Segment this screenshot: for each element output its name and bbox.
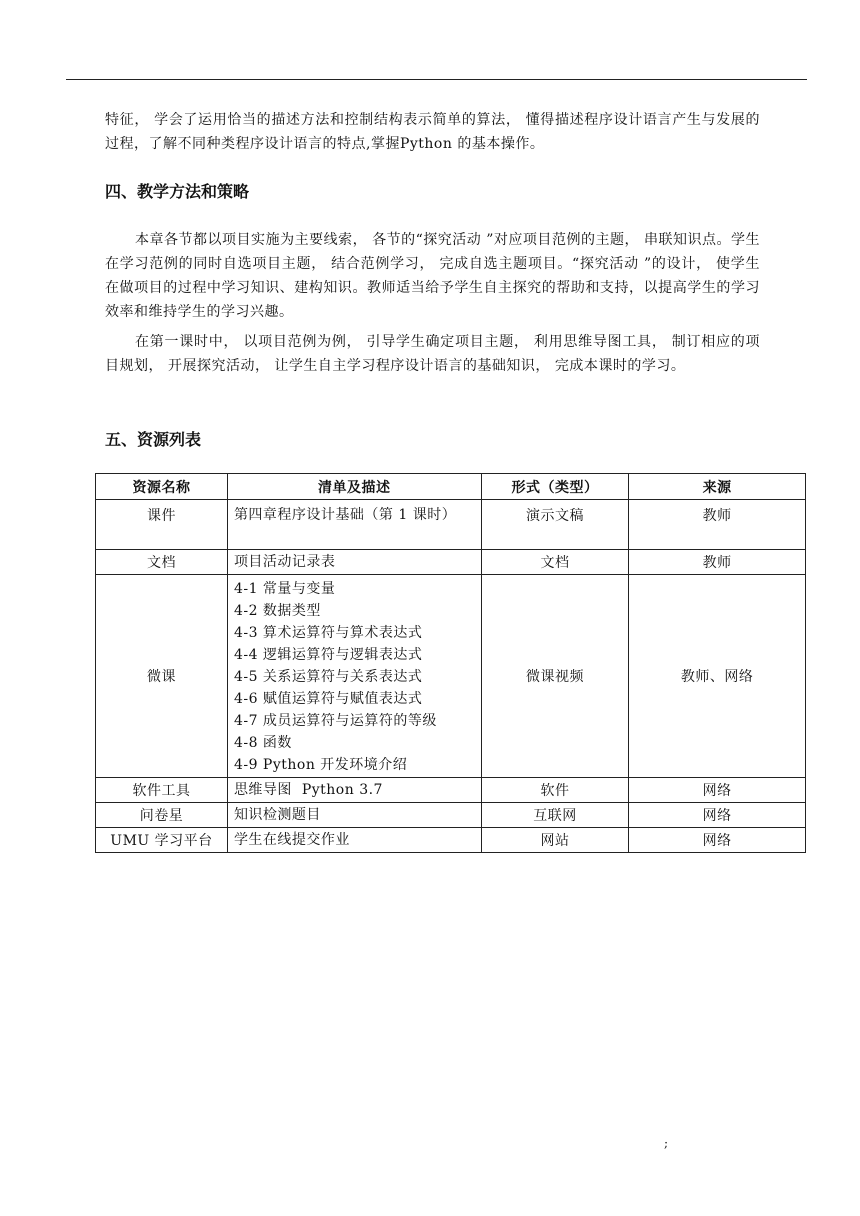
header-name: 资源名称 [96,474,228,500]
header-rule [66,79,807,80]
section-5-heading: 五、资源列表 [105,430,202,449]
micro-lesson-item: 4-4 逻辑运算符与逻辑表达式 [233,647,423,663]
resource-table [95,473,806,853]
micro-lesson-item: 4-5 关系运算符与关系表达式 [233,669,423,685]
footer-mark: ; [664,1136,669,1150]
cell-source: 网络 [629,803,806,828]
cell-desc: 知识检测题目 [227,803,481,828]
cell-desc-list [227,575,481,778]
cell-name: 问卷星 [96,803,228,828]
table-row [96,550,806,575]
table-row [96,778,806,803]
section-4-heading: 四、教学方法和策略 [105,182,250,201]
cell-desc: 第四章程序设计基础（第 1 课时） [227,500,481,550]
cell-type: 微课视频 [481,575,629,778]
micro-lesson-item: 4-8 函数 [233,735,292,751]
cell-desc: 思维导图 Python 3.7 [227,778,481,803]
micro-lesson-item: 4-1 常量与变量 [233,581,336,597]
cell-type: 演示文稿 [481,500,629,550]
micro-lesson-item: 4-2 数据类型 [233,603,321,619]
cell-name: UMU 学习平台 [96,828,228,853]
cell-name: 文档 [96,550,228,575]
header-type: 形式（类型） [481,474,629,500]
cell-source: 网络 [629,828,806,853]
table-row [96,828,806,853]
cell-name: 软件工具 [96,778,228,803]
cell-name: 微课 [96,575,228,778]
cell-source: 教师 [629,550,806,575]
cell-source: 教师、网络 [629,575,806,778]
cell-type: 文档 [481,550,629,575]
section-4-paragraph-2: 在第一课时中， 以项目范例为例， 引导学生确定项目主题， 利用思维导图工具， 制订相应的项目规划， 开展探究活动， 让学生自主学习程序设计语言的基础知识， 完成本课时的学习。 [105,334,760,374]
micro-lesson-item: 4-3 算术运算符与算术表达式 [233,625,423,641]
table-row [96,575,806,778]
cell-type: 互联网 [481,803,629,828]
micro-lesson-item: 4-9 Python 开发环境介绍 [233,757,408,773]
table-row [96,803,806,828]
cell-desc: 学生在线提交作业 [227,828,481,853]
micro-lesson-item: 4-7 成员运算符与运算符的等级 [233,713,437,729]
table-row [96,500,806,550]
cell-type: 软件 [481,778,629,803]
cell-source: 网络 [629,778,806,803]
cell-name: 课件 [96,500,228,550]
micro-lesson-item: 4-6 赋值运算符与赋值表达式 [233,691,423,707]
header-source: 来源 [629,474,806,500]
section-4-paragraph-1: 本章各节都以项目实施为主要线索， 各节的“探究活动 ”对应项目范例的主题， 串联知识点。学生在学习范例的同时自选项目主题， 结合范例学习， 完成自选主题项目。“探究活动 ”的设计， 使学生在做项目的过程中学习知识、建构知识。教师适当给予学生自主探究的帮助和支持，以提高学生的学习效率和维持学生的学习兴趣。 [105,232,760,320]
table-header-row [96,474,806,500]
cell-type: 网站 [481,828,629,853]
header-desc: 清单及描述 [227,474,481,500]
cell-desc: 项目活动记录表 [227,550,481,575]
intro-paragraph: 特征， 学会了运用恰当的描述方法和控制结构表示简单的算法， 懂得描述程序设计语言产生与发展的过程，了解不同种类程序设计语言的特点,掌握Python 的基本操作。 [105,112,760,152]
cell-source: 教师 [629,500,806,550]
